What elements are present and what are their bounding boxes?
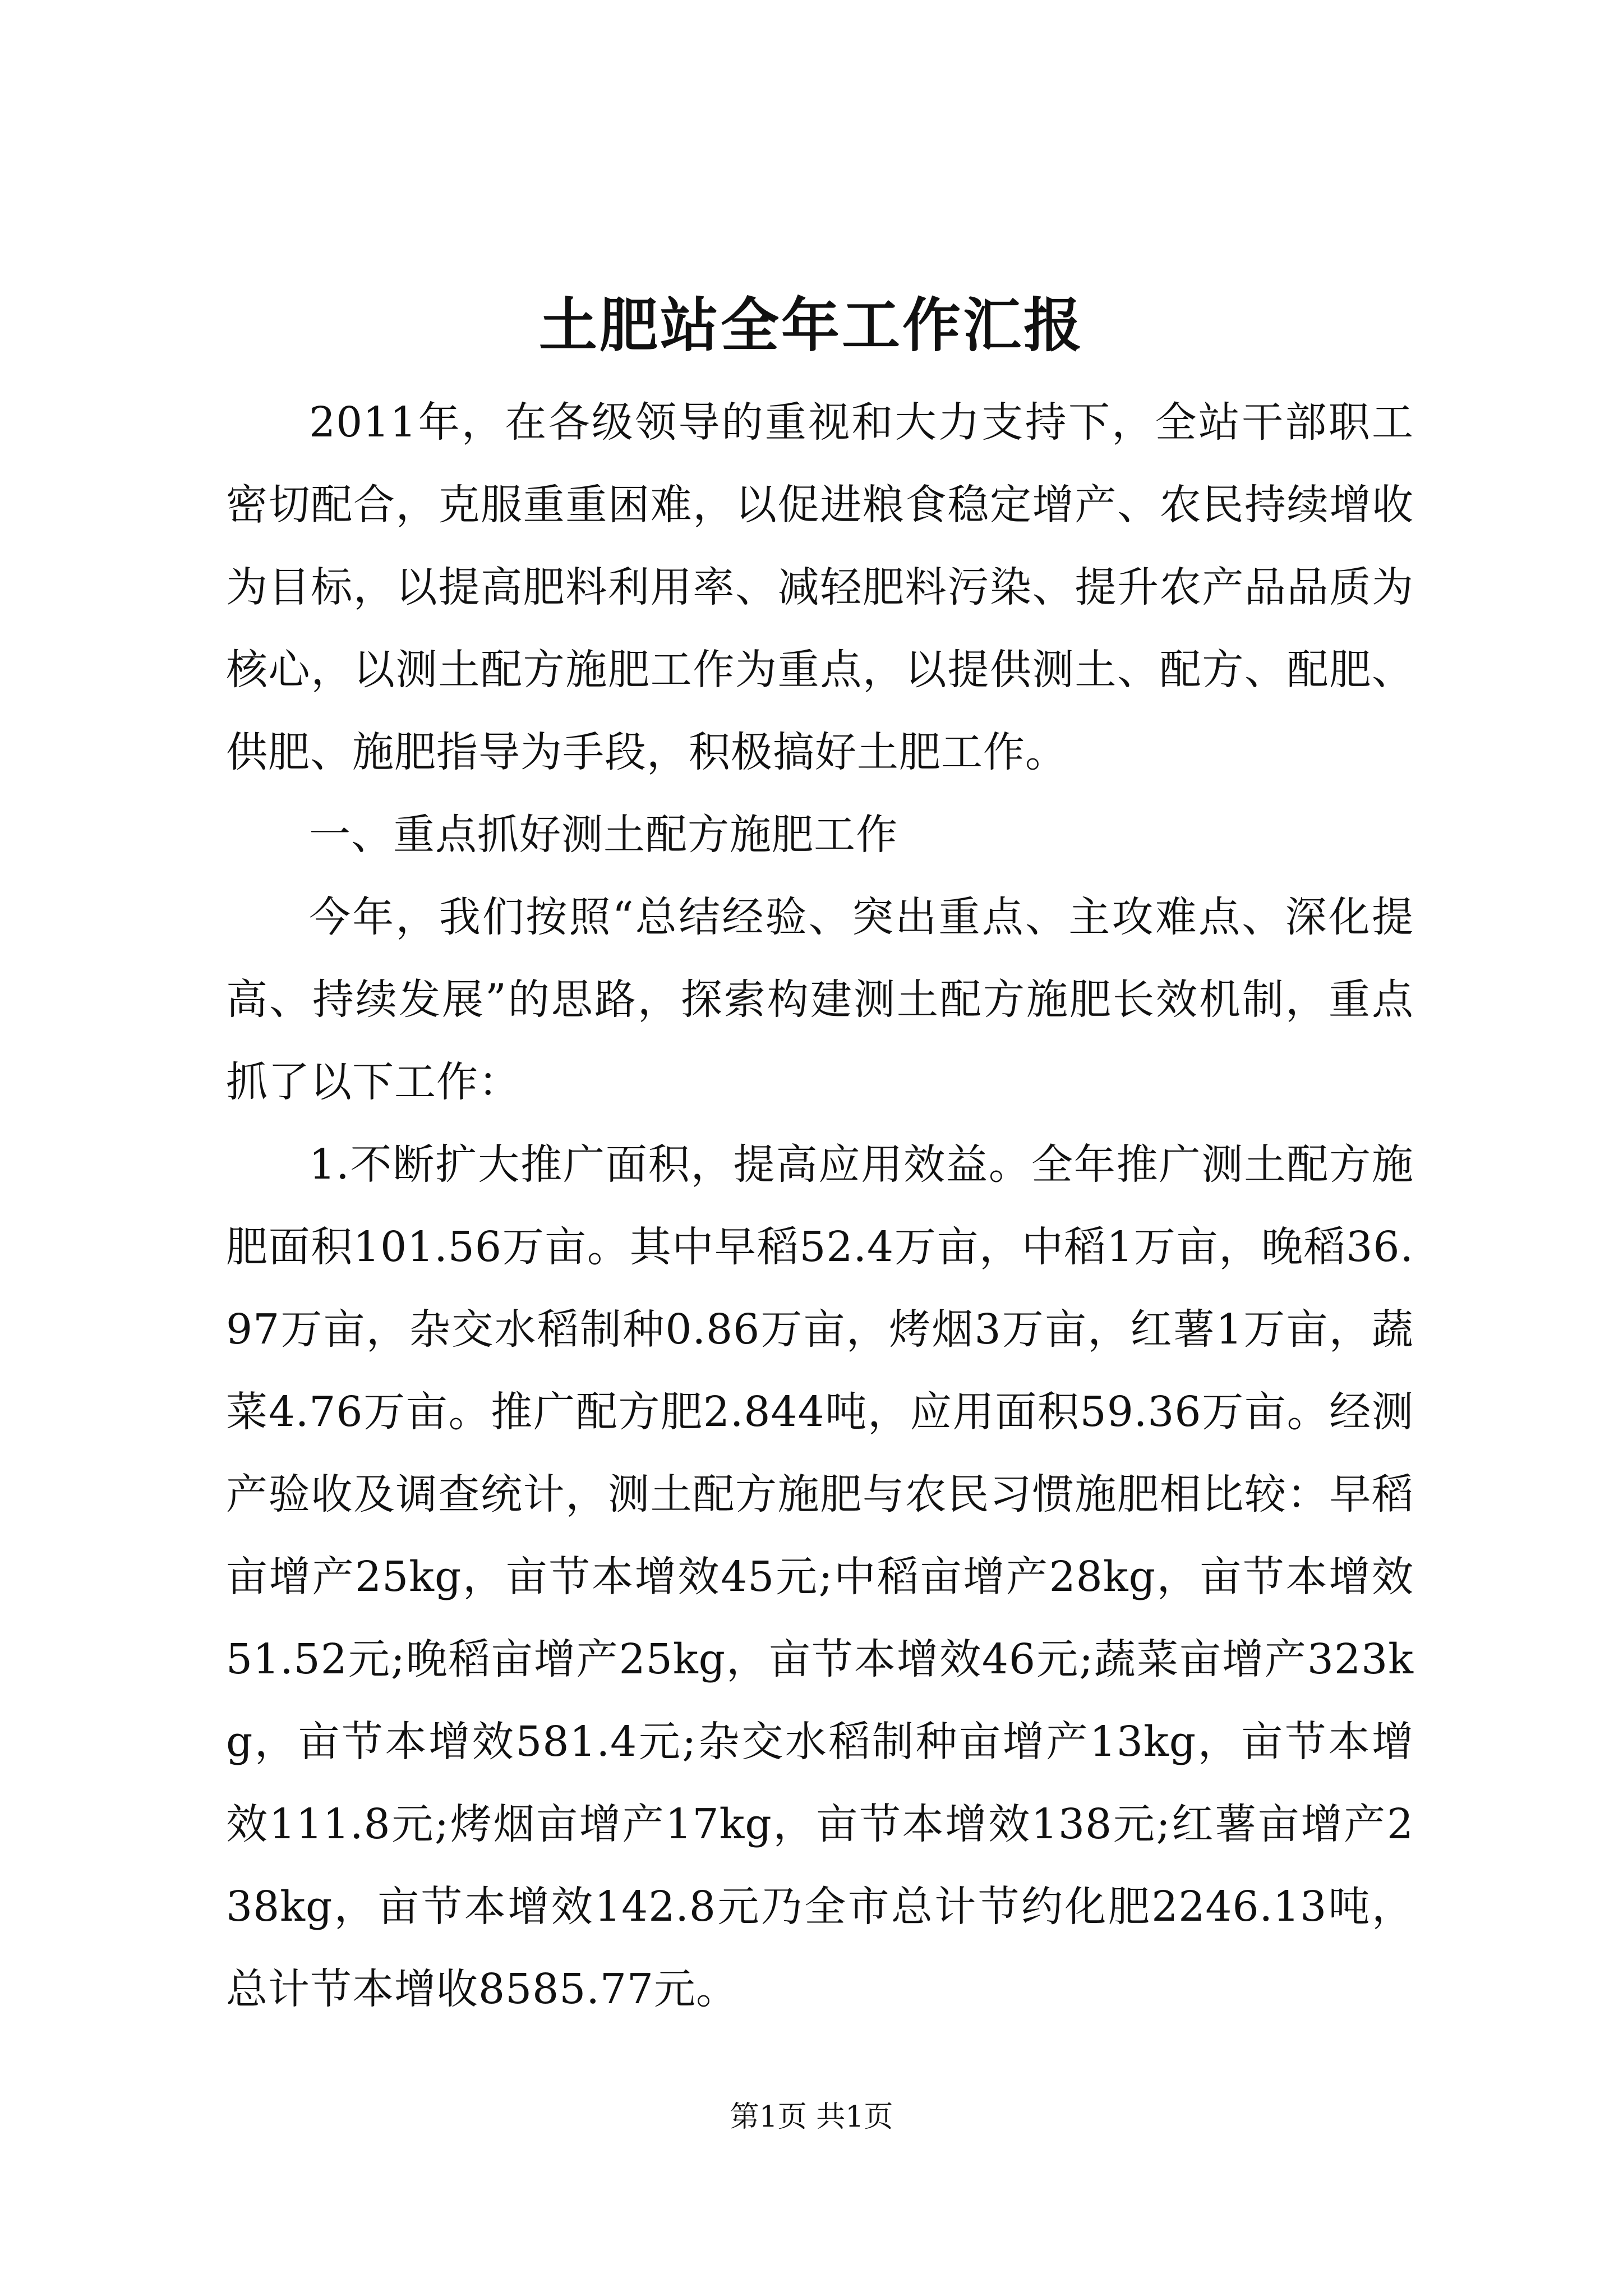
document-body [226, 381, 1414, 2031]
paragraph-approach: 今年，我们按照“总结经验、突出重点、主攻难点、深化提高、持续发展”的思路，探索构建测土配方施肥长效机制，重点抓了以下工作： [226, 893, 1414, 1106]
page-footer: 第1页 共1页 [730, 2100, 893, 2134]
document-title: 土肥站全年工作汇报 [538, 291, 1084, 360]
paragraph-results: 1.不断扩大推广面积，提高应用效益。全年推广测土配方施肥面积101.56万亩。其中早稻52.4万亩，中稻1万亩，晚稻36.97万亩，杂交水稻制种0.86万亩，烤烟3万亩，红薯1万亩，蔬菜4.76万亩。推广配方肥2.844吨，应用面积59.36万亩。经测产验收及调查统计，测土配方施肥与农民习惯施肥相比较：早稻亩增产25kg，亩节本增效45元;中稻亩增产28kg，亩节本增效51.52元;晚稻亩增产25kg，亩节本增效46元;蔬菜亩增产323kg，亩节本增效581.4元;杂交水稻制种亩增产13kg，亩节本增效111.8元;烤烟亩增产17kg，亩节本增效138元;红薯亩增产238kg，亩节本增效142.8元乃全市总计节约化肥2246.13吨，总计节本增收8585.77元。 [226, 1140, 1414, 2013]
paragraph-intro: 2011年，在各级领导的重视和大力支持下，全站干部职工密切配合，克服重重困难，以促进粮食稳定增产、农民持续增收为目标，以提高肥料利用率、减轻肥料污染、提升农产品品质为核心，以测土配方施肥工作为重点，以提供测土、配方、配肥、供肥、施肥指导为手段，积极搞好土肥工作。 [226, 398, 1414, 776]
section-heading: 一、重点抓好测土配方施肥工作 [309, 811, 898, 859]
